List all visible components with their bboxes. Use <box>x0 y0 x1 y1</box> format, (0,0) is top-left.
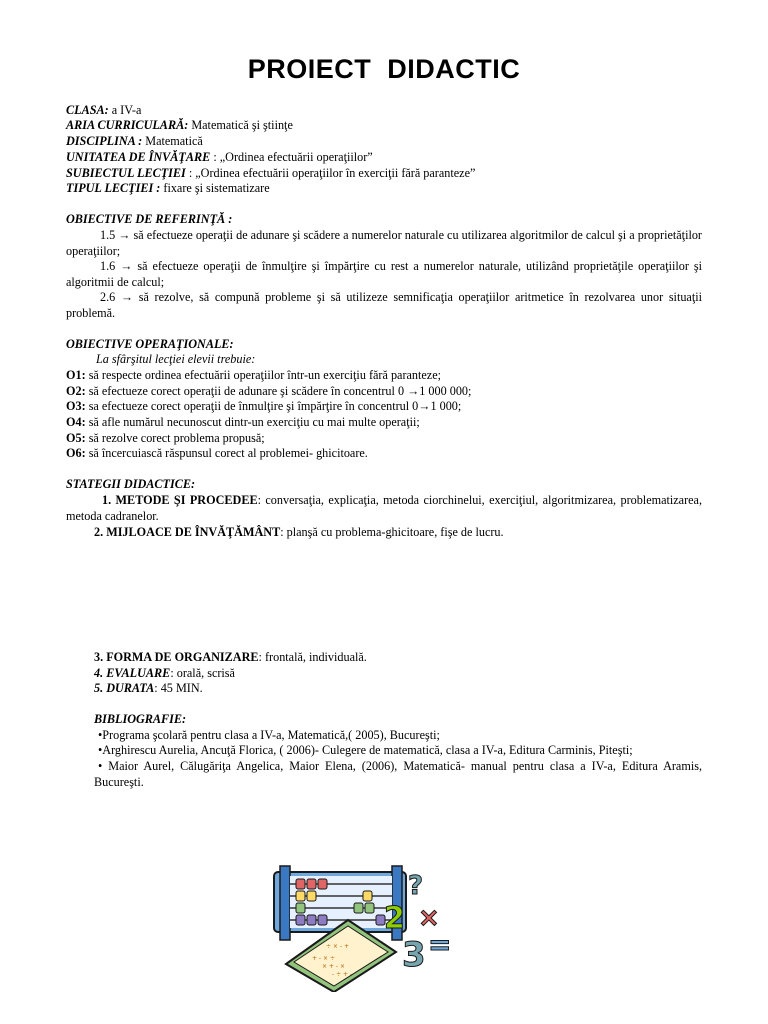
disciplina-label: DISCIPLINA : <box>66 134 143 148</box>
obiectiv-operational <box>66 446 368 461</box>
math-clipart <box>268 862 454 992</box>
bibliografie-heading: BIBLIOGRAFIE: <box>94 712 187 726</box>
obiectiv-operational <box>66 384 471 399</box>
question-mark-icon: ? <box>408 871 424 901</box>
durata-label: 5. DURATA <box>94 681 155 695</box>
clasa-value: a IV-a <box>108 103 142 117</box>
aria-line <box>66 118 293 133</box>
svg-text:+ - × ÷: + - × ÷ <box>312 955 335 962</box>
obiectiv-referinta-item: 1.6 → să efectueze operaţii de înmulţire şi împărţire cu rest a numerelor naturale, utilizând proprietăţile operaţiilor şi algoritmii de calcul; <box>66 259 702 289</box>
disciplina-line <box>66 134 203 149</box>
abacus-clipart-icon <box>268 862 454 992</box>
obiectiv-operational <box>66 431 265 446</box>
obiectiv-code: O2: <box>66 384 86 398</box>
obiectiv-code: O6: <box>66 446 86 460</box>
obiectiv-operational <box>66 415 420 430</box>
subiectul-value: : „Ordinea efectuării operaţiilor în exerciţii fără paranteze” <box>185 166 476 180</box>
obiectiv-text: sa efectueze corect operaţii de înmulţire şi împărţire în concentrul 0→1 000; <box>85 399 462 413</box>
forma-label: 3. FORMA DE ORGANIZARE <box>94 650 259 664</box>
obiectiv-referinta-item: 1.5 → să efectueze operaţii de adunare şi scădere a numerelor naturale cu utilizarea algoritmilor de calcul şi a proprietăţilor operaţiilor; <box>66 228 702 258</box>
document-title: PROIECT DIDACTIC <box>247 54 521 84</box>
forma-line <box>94 650 367 665</box>
tipul-label: TIPUL LECŢIEI : <box>66 181 161 195</box>
disciplina-value: Matematică <box>142 134 203 148</box>
obiectiv-code: O4: <box>66 415 86 429</box>
tipul-line <box>66 181 270 196</box>
tipul-value: fixare şi sistematizare <box>160 181 270 195</box>
unitatea-line <box>66 150 373 165</box>
obiectiv-text: să încercuiască răspunsul corect al problemei- ghicitoare. <box>85 446 368 460</box>
bibliografie-item: •Arghirescu Aurelia, Ancuţă Florica, ( 2006)- Culegere de matematică, clasa a IV-a, Editura Carminis, Piteşti; <box>98 743 633 757</box>
obiectiv-referinta-item: 2.6 → să rezolve, să compună probleme şi să utilizeze semnificaţia operaţiilor aritmetice în rezolvarea unor situaţii problemă. <box>66 290 702 320</box>
metode-value: : conversaţia, explicaţia, metoda ciorchinelui, exerciţiul, algoritmizarea, problematizarea, metoda cadranelor. <box>66 493 703 523</box>
mijloace-line <box>94 525 504 540</box>
obiectiv-operational <box>66 399 461 414</box>
mijloace-label: 2. MIJLOACE DE ÎNVĂŢĂMÂNT <box>94 525 281 539</box>
bibliografie-item: •Programa şcolară pentru clasa a IV-a, Matematică,( 2005), Bucureşti; <box>98 728 440 742</box>
obiectiv-operational <box>66 368 441 383</box>
mijloace-value: : planşă cu problema-ghicitoare, fişe de lucru. <box>280 525 504 539</box>
obiectiv-text: să afle numărul necunoscut dintr-un exerciţiu cu mai multe operaţii; <box>85 415 420 429</box>
evaluare-label: 4. EVALUARE <box>94 666 171 680</box>
metode-label: 1. METODE ŞI PROCEDEE <box>102 493 258 507</box>
strategii-heading: STATEGII DIDACTICE: <box>66 477 196 491</box>
durata-value: : 45 MIN. <box>154 681 203 695</box>
obiectiv-text: să efectueze corect operaţii de adunare şi scădere în concentrul 0 →1 000 000; <box>85 384 472 398</box>
obiectiv-code: O5: <box>66 431 86 445</box>
obiectiv-code: O1: <box>66 368 86 382</box>
unitatea-value: : „Ordinea efectuării operaţiilor” <box>210 150 373 164</box>
clasa-label: CLASA: <box>66 103 109 117</box>
subiectul-label: SUBIECTUL LECŢIEI <box>66 166 186 180</box>
multiply-icon: × <box>418 903 440 933</box>
aria-label: ARIA CURRICULARĂ: <box>66 118 189 132</box>
evaluare-line <box>94 666 235 681</box>
obiective-operationale-heading: OBIECTIVE OPERAŢIONALE: <box>66 337 234 351</box>
metode-paragraph <box>66 493 702 524</box>
bibliografie-item: • Maior Aurel, Călugăriţa Angelica, Maior Elena, (2006), Matematică- manual pentru clasa a IV-a, Editura Aramis, Bucureşti. <box>94 759 702 789</box>
unitatea-label: UNITATEA DE ÎNVĂŢARE <box>66 150 211 164</box>
clasa-line <box>66 103 141 118</box>
digit-three-icon: 3 <box>402 935 426 975</box>
obiective-referinta-heading: OBIECTIVE DE REFERINŢĂ : <box>66 212 233 226</box>
obiective-operationale-intro: La sfârşitul lecţiei elevii trebuie: <box>96 352 256 366</box>
forma-value: : frontală, individuală. <box>258 650 367 664</box>
obiectiv-code: O3: <box>66 399 86 413</box>
aria-value: Matematică şi ştiinţe <box>188 118 293 132</box>
evaluare-value: : orală, scrisă <box>170 666 235 680</box>
svg-text:- ÷ + -: - ÷ + - <box>332 971 353 978</box>
svg-text:÷ × - +: ÷ × - + <box>326 943 349 950</box>
durata-line <box>94 681 203 696</box>
digit-two-icon: 2 <box>384 901 405 936</box>
equals-icon: = <box>428 928 452 961</box>
subiectul-line <box>66 166 475 181</box>
obiectiv-text: să rezolve corect problema propusă; <box>85 431 265 445</box>
obiectiv-text: să respecte ordinea efectuării operaţiilor într-un exerciţiu fără paranteze; <box>85 368 442 382</box>
svg-text:× + - ×: × + - × <box>322 963 345 970</box>
